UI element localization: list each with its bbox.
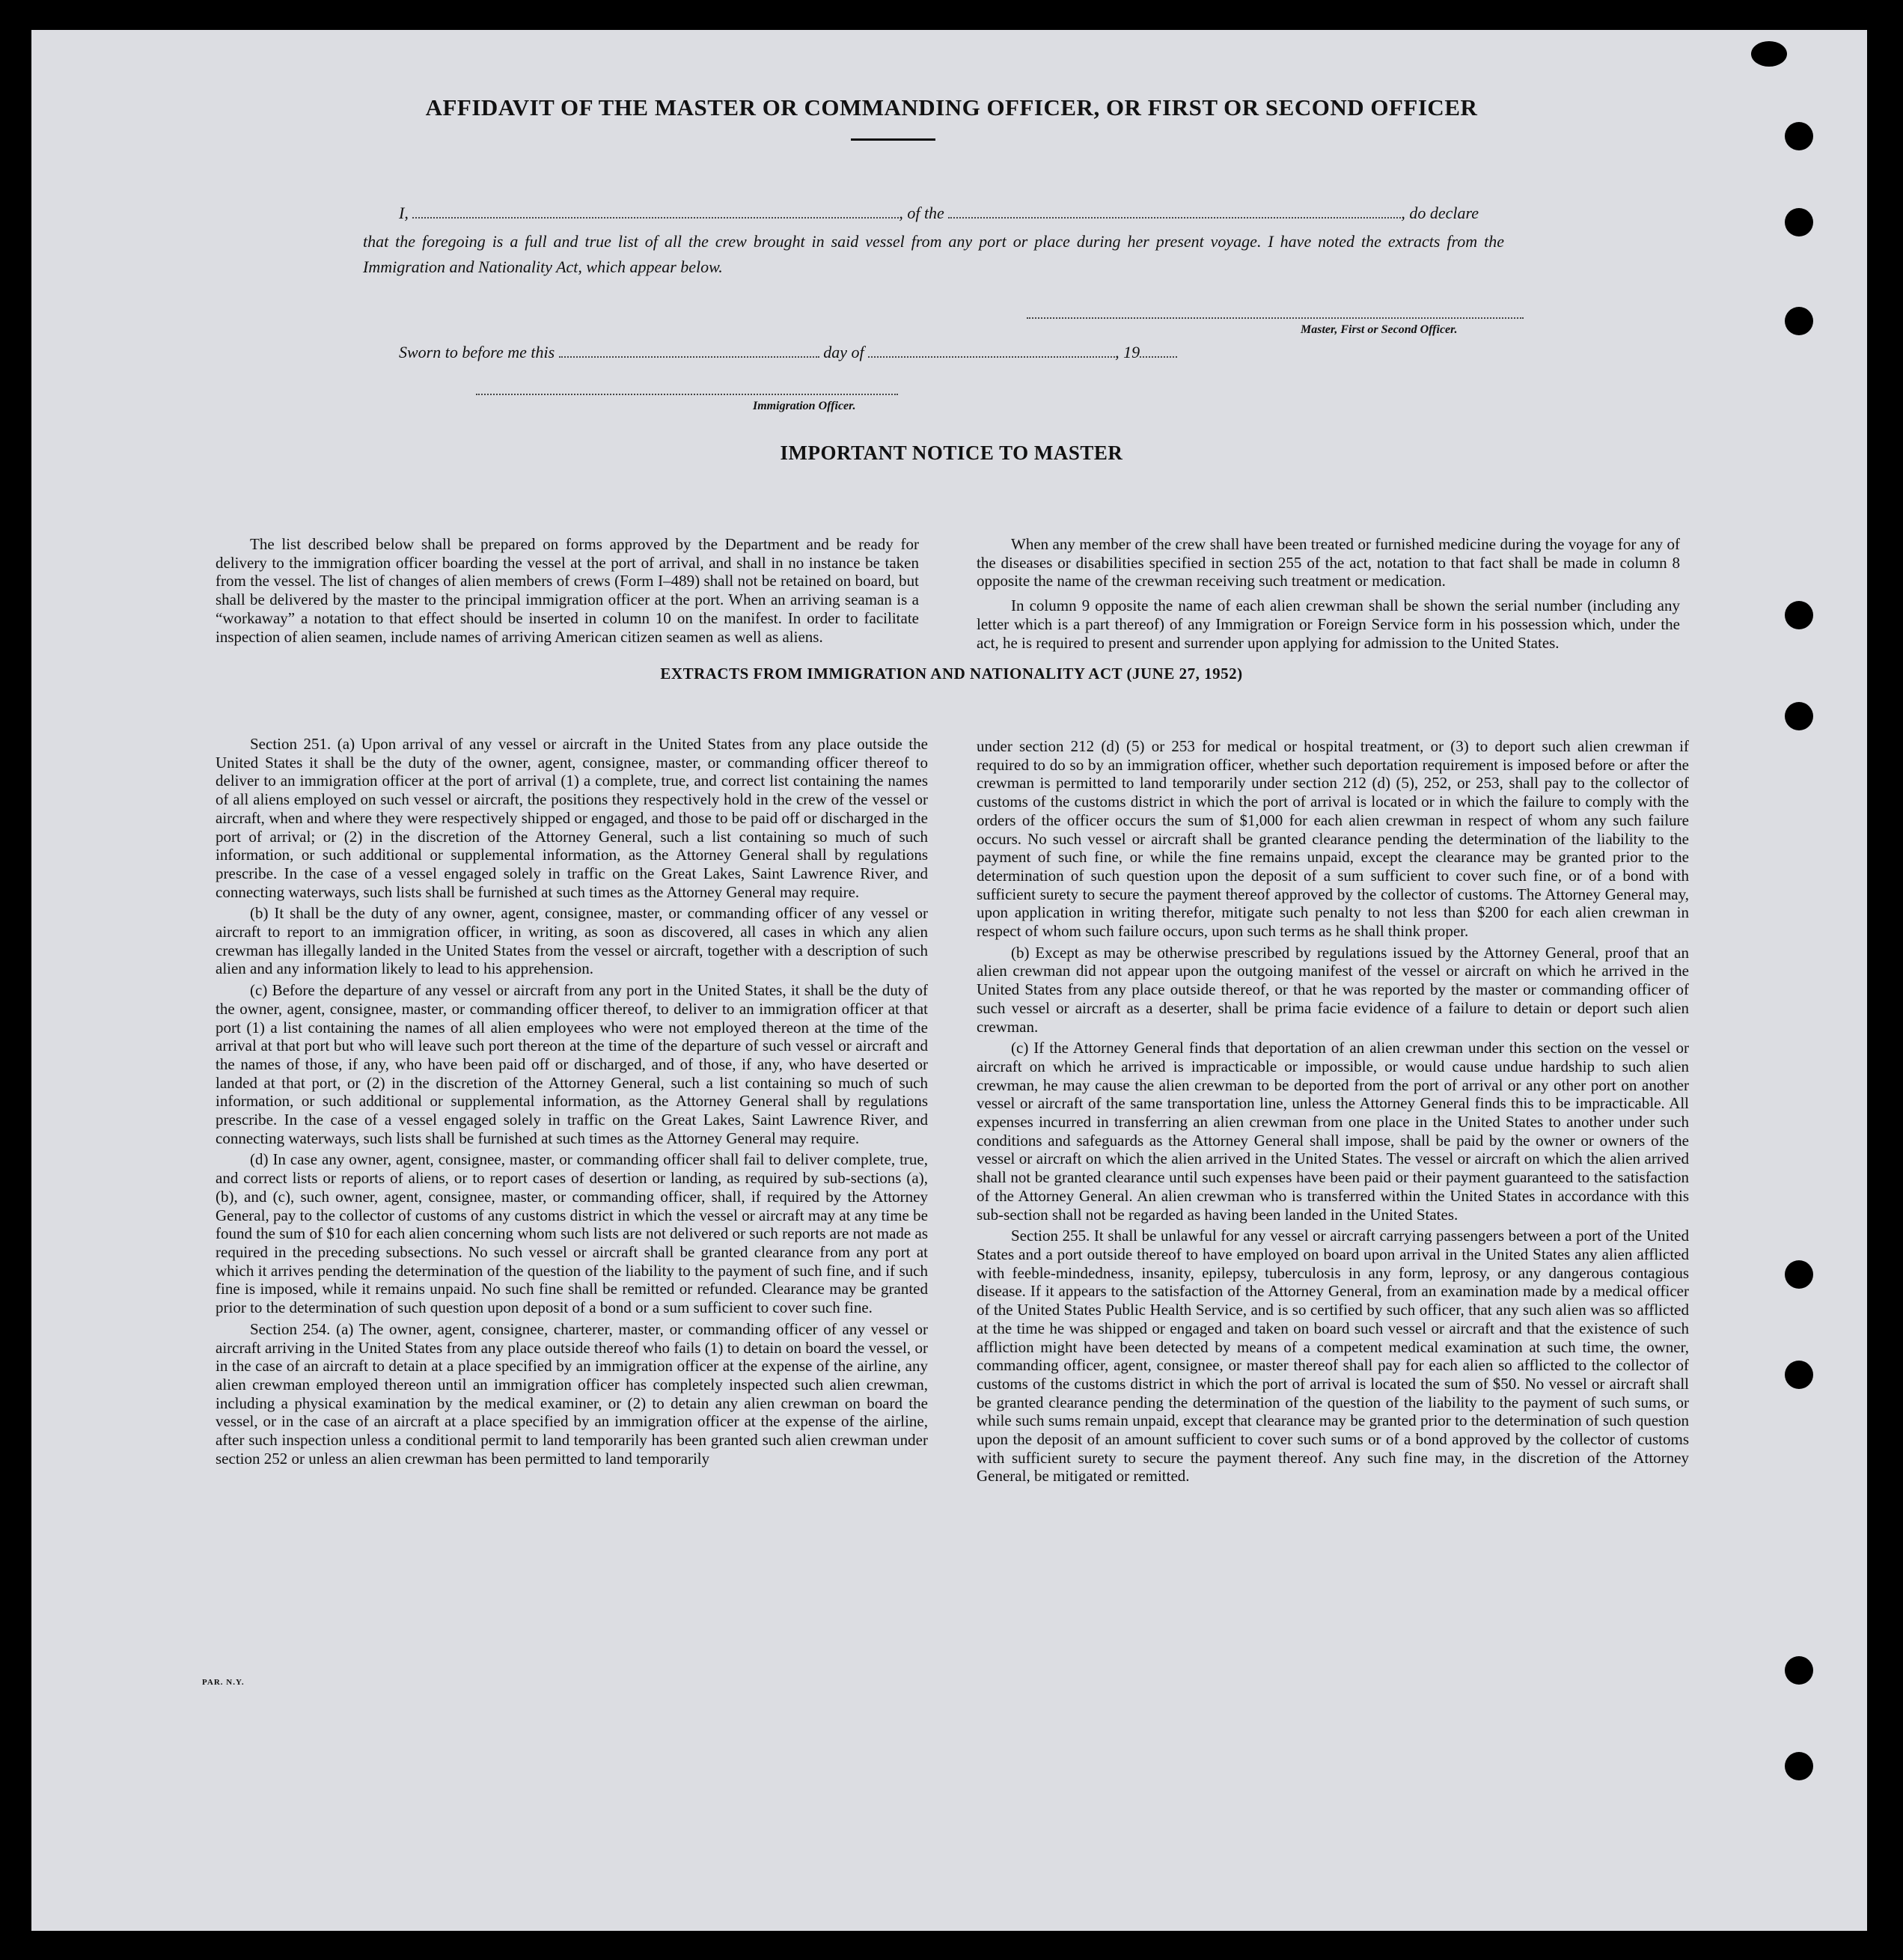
notice-left-paragraph: The list described below shall be prepared on forms approved by the Department and be ready for delivery to the immigration officer boarding the vessel at the port of arrival, and shall in no instance be taken from the vessel. The list of changes of alien members of crews (Form I–489) shall not be retained on board, but shall be delivered by the master to the principal immigration officer at the port. When an arriving seaman is a “workaway” a notation to that effect should be inserted in column 10 on the manifest. In order to facilitate inspection of alien seamen, include names of arriving American citizen seamen as well as aliens. [216, 535, 919, 646]
punch-hole [1785, 122, 1813, 150]
day-of-label: day of [823, 343, 864, 361]
declare-suffix: , do declare [1401, 204, 1479, 222]
sworn-prefix: Sworn to before me this [399, 343, 555, 361]
notice-right-paragraph-2: In column 9 opposite the name of each alien crewman shall be shown the serial number (including any letter which is a part thereof) of any Immigration or Foreign Service form in his possession which, under the act, he is required to present and surrender upon applying for admission to the United States. [977, 596, 1680, 652]
declaration-text: that the foregoing is a full and true list of all the crew brought in said vessel from any port or place during her present voyage. I have noted the extracts from the Immigration and Nationality Act, which appear below. [363, 232, 1504, 276]
notice-title: IMPORTANT NOTICE TO MASTER [780, 442, 1123, 464]
extracts-title: EXTRACTS FROM IMMIGRATION AND NATIONALITY ACT (JUNE 27, 1952) [660, 665, 1243, 683]
section-251-c: (c) Before the departure of any vessel or aircraft from any port in the United States, it shall be the duty of the owner, agent, consignee, master, or commanding officer thereof, to deliver to an immigration officer at that port (1) a list containing the names of all alien employees who were not employed thereon at the time of the arrival at that port but who will leave such port thereon at the time of the departure of such vessel or aircraft and the names of those, if any, who have been paid off or discharged, and of those, if any, who have deserted or landed at that port, or (2) in the discretion of the Attorney General, such a list containing so much of such information, or such additional or supplemental information, as the Attorney General shall by regulations prescribe. In the case of a vessel engaged solely in traffic on the Great Lakes, Saint Lawrence River, and connecting waterways, such lists shall be furnished at such times as the Attorney General may require. [216, 981, 928, 1147]
section-254-b: (b) Except as may be otherwise prescribed by regulations issued by the Attorney General, proof that an alien crewman did not appear upon the outgoing manifest of the vessel or aircraft on which he arrived in the United States from any place outside thereof, or that he was reported by the master or commanding officer of such vessel or aircraft as a deserter, shall be prima facie evidence of a failure to detain or deport such alien crewman. [977, 943, 1689, 1036]
officer-signature-line[interactable] [476, 394, 898, 395]
section-251-a: Section 251. (a) Upon arrival of any vessel or aircraft in the United States from any place outside the United States it shall be the duty of the owner, agent, consignee, master, or commanding officer thereof to deliver to an immigration officer at the port of arrival (1) a complete, true, and correct list containing the names of all aliens employed on such vessel or aircraft, the positions they respectively hold in the crew of the vessel or aircraft, when and where they were respectively shipped or engaged, and those to be paid off or discharged in the port of arrival; or (2) in the discretion of the Attorney General, such a list containing so much of such information, or such additional or supplemental information, as the Attorney General shall by regulations prescribe. In the case of a vessel engaged solely in traffic on the Great Lakes, Saint Lawrence River, and connecting waterways, such lists shall be furnished at such times as the Attorney General may require. [216, 735, 928, 901]
extracts-right-column [977, 737, 1689, 1489]
section-254-c: (c) If the Attorney General finds that deportation of an alien crewman under this section on the vessel or aircraft on which he arrived is impracticable or impossible, or would cause undue hardship to such alien crewman, he may cause the alien crewman to be deported from the port of arrival or any other port on another vessel or aircraft of the same transportation line, unless the Attorney General finds this to be impracticable. All expenses incurred in transferring an alien crewman from one place in the United States to another under such conditions and safeguards as the Attorney General shall impose, shall be paid by the owner or owners of the vessel or aircraft on which the alien arrived in the United States. The vessel or aircraft on which the alien arrived shall not be granted clearance until such expenses have been paid or their payment guaranteed to the satisfaction of the Attorney General. An alien crewman who is transferred within the United States in accordance with this sub-section shall not be regarded as having been landed in the United States. [977, 1039, 1689, 1224]
section-254-a-continued: under section 212 (d) (5) or 253 for medical or hospital treatment, or (3) to deport such alien crewman if required to do so by an immigration officer, whether such deportation requirement is imposed before or after the crewman is permitted to land temporarily under section 212 (d) (5), 252, or 253, shall pay to the collector of customs of the customs district in which the port of arrival is located or in which the failure to comply with the orders of the officer occurs the sum of $1,000 for each alien crewman in respect of whom any such failure occurs. No such vessel or aircraft shall be granted clearance pending the determination of the liability to the payment of such fine, or while the fine remains unpaid, except the clearance may be granted prior to the determination of such question upon the deposit of a sum sufficient to cover such fine, or of a bond with sufficient surety to secure the payment thereof approved by the collector of customs. The Attorney General may, upon application in writing therefor, mitigate such penalty to not less than $200 for each alien crewman in respect of whom such failure occurs, upon such terms as he shall think proper. [977, 737, 1689, 941]
punch-hole [1785, 1752, 1813, 1780]
punch-hole [1751, 41, 1787, 67]
affidavit-title: AFFIDAVIT OF THE MASTER OR COMMANDING OFFICER, OR FIRST OR SECOND OFFICER [425, 94, 1478, 120]
master-signature-line[interactable] [1027, 317, 1524, 319]
punch-hole [1785, 208, 1813, 236]
notice-right-paragraph-1: When any member of the crew shall have been treated or furnished medicine during the voyage for any of the diseases or disabilities specified in section 255 of the act, notation to that fact shall be made in column 8 opposite the name of the crewman receiving such treatment or medication. [977, 535, 1680, 590]
vessel-prefix: , of the [899, 204, 944, 222]
punch-hole [1785, 1361, 1813, 1389]
notice-right-column [977, 535, 1680, 655]
punch-hole [1785, 1656, 1813, 1685]
master-signature-label: Master, First or Second Officer. [1301, 323, 1458, 336]
sworn-year-field[interactable] [1140, 343, 1177, 358]
section-251-d: (d) In case any owner, agent, consignee, master, or commanding officer shall fail to deliver complete, true, and correct lists or reports of aliens, or to report cases of desertion or landing, as required by sub-sections (a), (b), and (c), such owner, agent, consignee, master, or commanding officer, shall, if required by the Attorney General, pay to the collector of customs of any customs district in which the vessel or aircraft may at any time be found the sum of $10 for each alien concerning whom such lists are not delivered or such reports are not made as required in the preceding subsections. No such vessel or aircraft shall be granted clearance from any port at which it arrives pending the determination of the question of the liability to the payment of such fine, and if such fine is imposed, while it remains unpaid. No such fine shall be remitted or refunded. Clearance may be granted prior to the determination of such question upon deposit of a bond or a sum sufficient to cover such fine. [216, 1150, 928, 1317]
sworn-month-field[interactable] [868, 343, 1115, 358]
punch-hole [1785, 1260, 1813, 1289]
sworn-line [399, 343, 1177, 362]
punch-hole [1785, 601, 1813, 629]
punch-hole [1785, 307, 1813, 335]
officer-signature-label: Immigration Officer. [753, 400, 856, 412]
declarant-name-field[interactable] [412, 204, 899, 219]
section-255: Section 255. It shall be unlawful for any vessel or aircraft carrying passengers between a port of the United States and a port outside thereof to have employed on board upon arrival in the United States any alien afflicted with feeble-mindedness, insanity, epilepsy, tuberculosis in any form, leprosy, or any dangerous contagious disease. If it appears to the satisfaction of the Attorney General, from an examination made by a medical officer of the United States Public Health Service, and is so certified by such officer, that any such alien was so afflicted at the time he was shipped or engaged and taken on board such vessel or aircraft and that the existence of such affliction might have been detected by means of a competent medical examination at such time, the owner, commanding officer, agent, consignee, or master thereof shall pay for each alien so afflicted to the collector of customs of the customs district in which the port of arrival is located the sum of $50. No vessel or aircraft shall be granted clearance pending the determination of the question of the liability to the payment of such sums, or while such sums remain unpaid, except that clearance may be granted prior to the determination of such question upon the deposit of an amount sufficient to cover such sums or of a bond approved by the collector of customs with sufficient surety to secure the payment thereof. Any such fine may, in the discretion of the Attorney General, be mitigated or remitted. [977, 1227, 1689, 1486]
declarant-prefix: I, [399, 204, 409, 222]
printer-mark: PAR. N.Y. [202, 1678, 245, 1687]
punch-hole [1785, 702, 1813, 730]
section-251-b: (b) It shall be the duty of any owner, agent, consignee, master, or commanding officer of any vessel or aircraft to report to an immigration officer, in writing, as soon as discovered, all cases in which any alien crewman has illegally landed in the United States from the vessel or aircraft, together with a description of such alien and any information likely to lead to his apprehension. [216, 904, 928, 978]
declaration-line [399, 204, 1479, 223]
notice-left-column [216, 535, 919, 649]
vessel-name-field[interactable] [948, 204, 1401, 219]
section-254-a: Section 254. (a) The owner, agent, consignee, charterer, master, or commanding officer of any vessel or aircraft arriving in the United States from any place outside thereof who fails (1) to detain on board the vessel, or in the case of an aircraft to detain at a place specified by an immigration officer at the expense of the airline, any alien crewman employed thereon until an immigration officer has completely inspected such alien crewman, including a physical examination by the medical examiner, or (2) to detain any alien crewman on board the vessel, or in the case of an aircraft at a place specified by an immigration officer at the expense of the airline, after such inspection unless a conditional permit to land temporarily has been granted such alien crewman under section 252 or unless an alien crewman has been permitted to land temporarily [216, 1319, 928, 1468]
title-rule [851, 138, 935, 141]
sworn-day-field[interactable] [559, 343, 819, 358]
extracts-left-column [216, 735, 928, 1471]
year-prefix: , 19 [1115, 343, 1140, 361]
